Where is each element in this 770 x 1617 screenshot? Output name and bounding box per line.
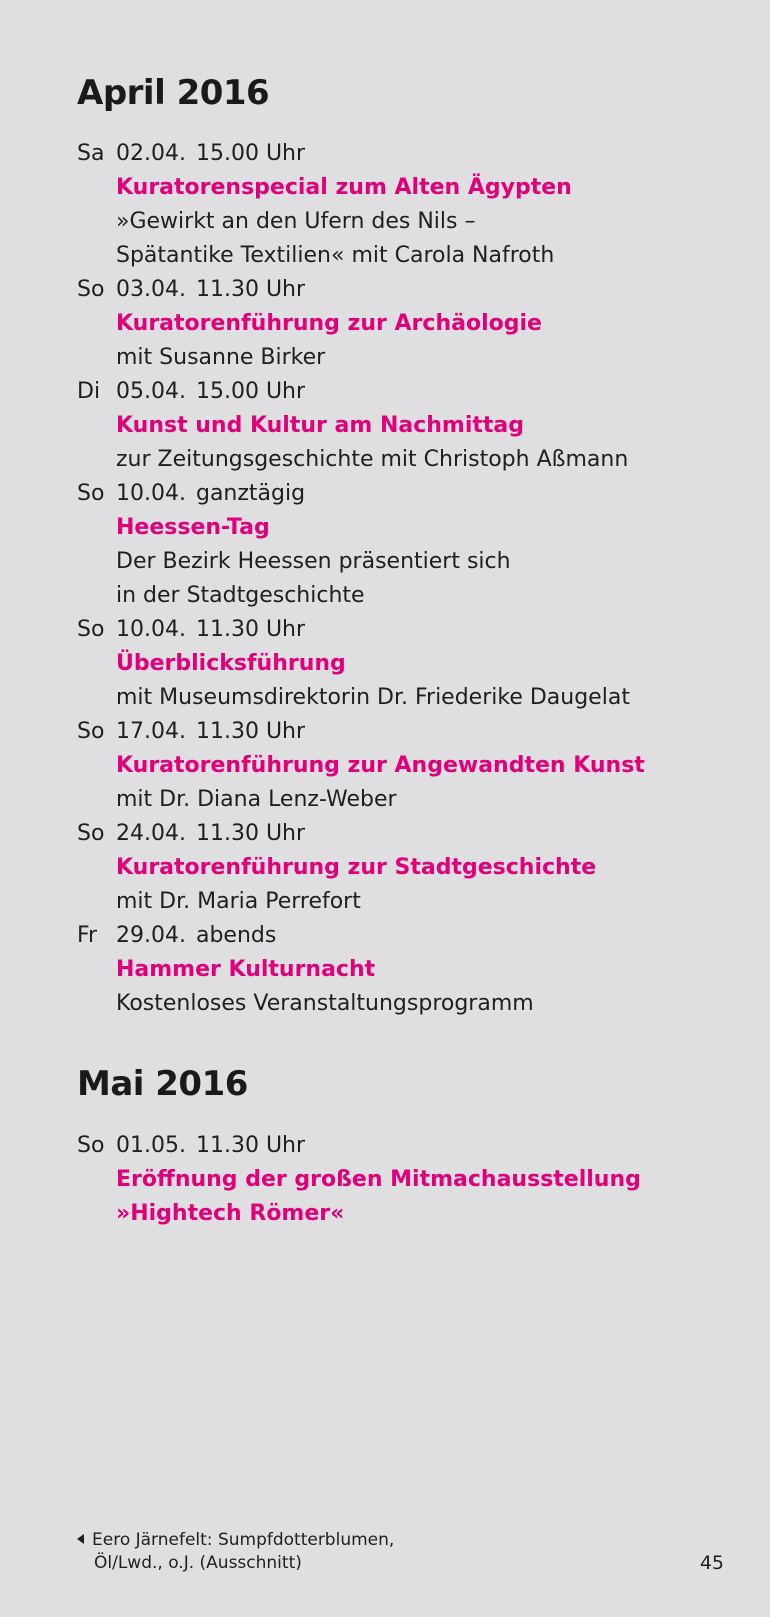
event-date: 01.05.	[116, 1133, 186, 1158]
event-time: 15.00 Uhr	[195, 379, 306, 404]
event-day: So	[77, 481, 105, 506]
event-title: Eröffnung der großen Mitmachausstellung	[116, 1167, 641, 1192]
caption-text: Eero Järnefelt: Sumpfdotterblumen,	[92, 1530, 395, 1550]
event-detail: mit Dr. Diana Lenz-Weber	[116, 787, 397, 812]
event-date: 10.04.	[116, 617, 186, 642]
event-time: 11.30 Uhr	[195, 821, 306, 846]
event-day: Di	[77, 379, 101, 404]
caption-line: Öl/Lwd., o.J. (Ausschnitt)	[94, 1553, 302, 1573]
event-time: 15.00 Uhr	[195, 141, 306, 166]
event-detail: Kostenloses Veranstaltungsprogramm	[116, 991, 534, 1016]
event-date: 10.04.	[116, 481, 186, 506]
arrow-left-icon	[77, 1534, 84, 1544]
image-caption	[77, 1529, 394, 1575]
event-header	[77, 477, 747, 511]
event-title-continued: »Hightech Römer«	[116, 1201, 345, 1226]
page-number: 45	[699, 1552, 724, 1574]
event-title: Kuratorenführung zur Stadtgeschichte	[116, 855, 597, 880]
event-date: 03.04.	[116, 277, 186, 302]
event-header	[77, 817, 747, 851]
event-time: ganztägig	[195, 481, 306, 506]
month-heading-april: April 2016	[77, 73, 270, 113]
event-day: So	[77, 1133, 105, 1158]
event-date: 24.04.	[116, 821, 186, 846]
event-detail: in der Stadtgeschichte	[116, 583, 365, 608]
event-date: 17.04.	[116, 719, 186, 744]
event-detail: mit Dr. Maria Perrefort	[116, 889, 361, 914]
event-list-april	[77, 137, 747, 1021]
event-title: Überblicksführung	[116, 651, 346, 676]
event-day: So	[77, 821, 105, 846]
event-title: Kuratorenführung zur Angewandten Kunst	[116, 753, 645, 778]
event-day: So	[77, 719, 105, 744]
caption-line	[77, 1529, 394, 1552]
event-header	[77, 715, 747, 749]
event-title: Hammer Kulturnacht	[116, 957, 376, 982]
event-list-mai	[77, 1129, 747, 1231]
event-title: Heessen-Tag	[116, 515, 270, 540]
event-detail: »Gewirkt an den Ufern des Nils –	[116, 209, 476, 234]
event-detail: mit Susanne Birker	[116, 345, 326, 370]
event-day: So	[77, 277, 105, 302]
event-header	[77, 273, 747, 307]
event-day: So	[77, 617, 105, 642]
event-detail: Der Bezirk Heessen präsentiert sich	[116, 549, 511, 574]
event-time: 11.30 Uhr	[195, 1133, 306, 1158]
event-day: Fr	[77, 923, 98, 948]
month-heading-mai: Mai 2016	[77, 1064, 248, 1104]
event-header	[77, 919, 747, 953]
event-title: Kuratorenspecial zum Alten Ägypten	[116, 175, 572, 200]
event-date: 02.04.	[116, 141, 186, 166]
event-header	[77, 613, 747, 647]
event-header	[77, 137, 747, 171]
event-title: Kuratorenführung zur Archäologie	[116, 311, 542, 336]
event-title: Kunst und Kultur am Nachmittag	[116, 413, 525, 438]
event-date: 05.04.	[116, 379, 186, 404]
event-date: 29.04.	[116, 923, 186, 948]
event-detail: Spätantike Textilien« mit Carola Nafroth	[116, 243, 555, 268]
event-header	[77, 1129, 747, 1163]
event-time: 11.30 Uhr	[195, 617, 306, 642]
event-detail: zur Zeitungsgeschichte mit Christoph Aßmann	[116, 447, 629, 472]
event-detail: mit Museumsdirektorin Dr. Friederike Daugelat	[116, 685, 630, 710]
event-time: 11.30 Uhr	[195, 277, 306, 302]
event-day: Sa	[77, 141, 105, 166]
event-time: abends	[195, 923, 277, 948]
event-header	[77, 375, 747, 409]
event-time: 11.30 Uhr	[195, 719, 306, 744]
